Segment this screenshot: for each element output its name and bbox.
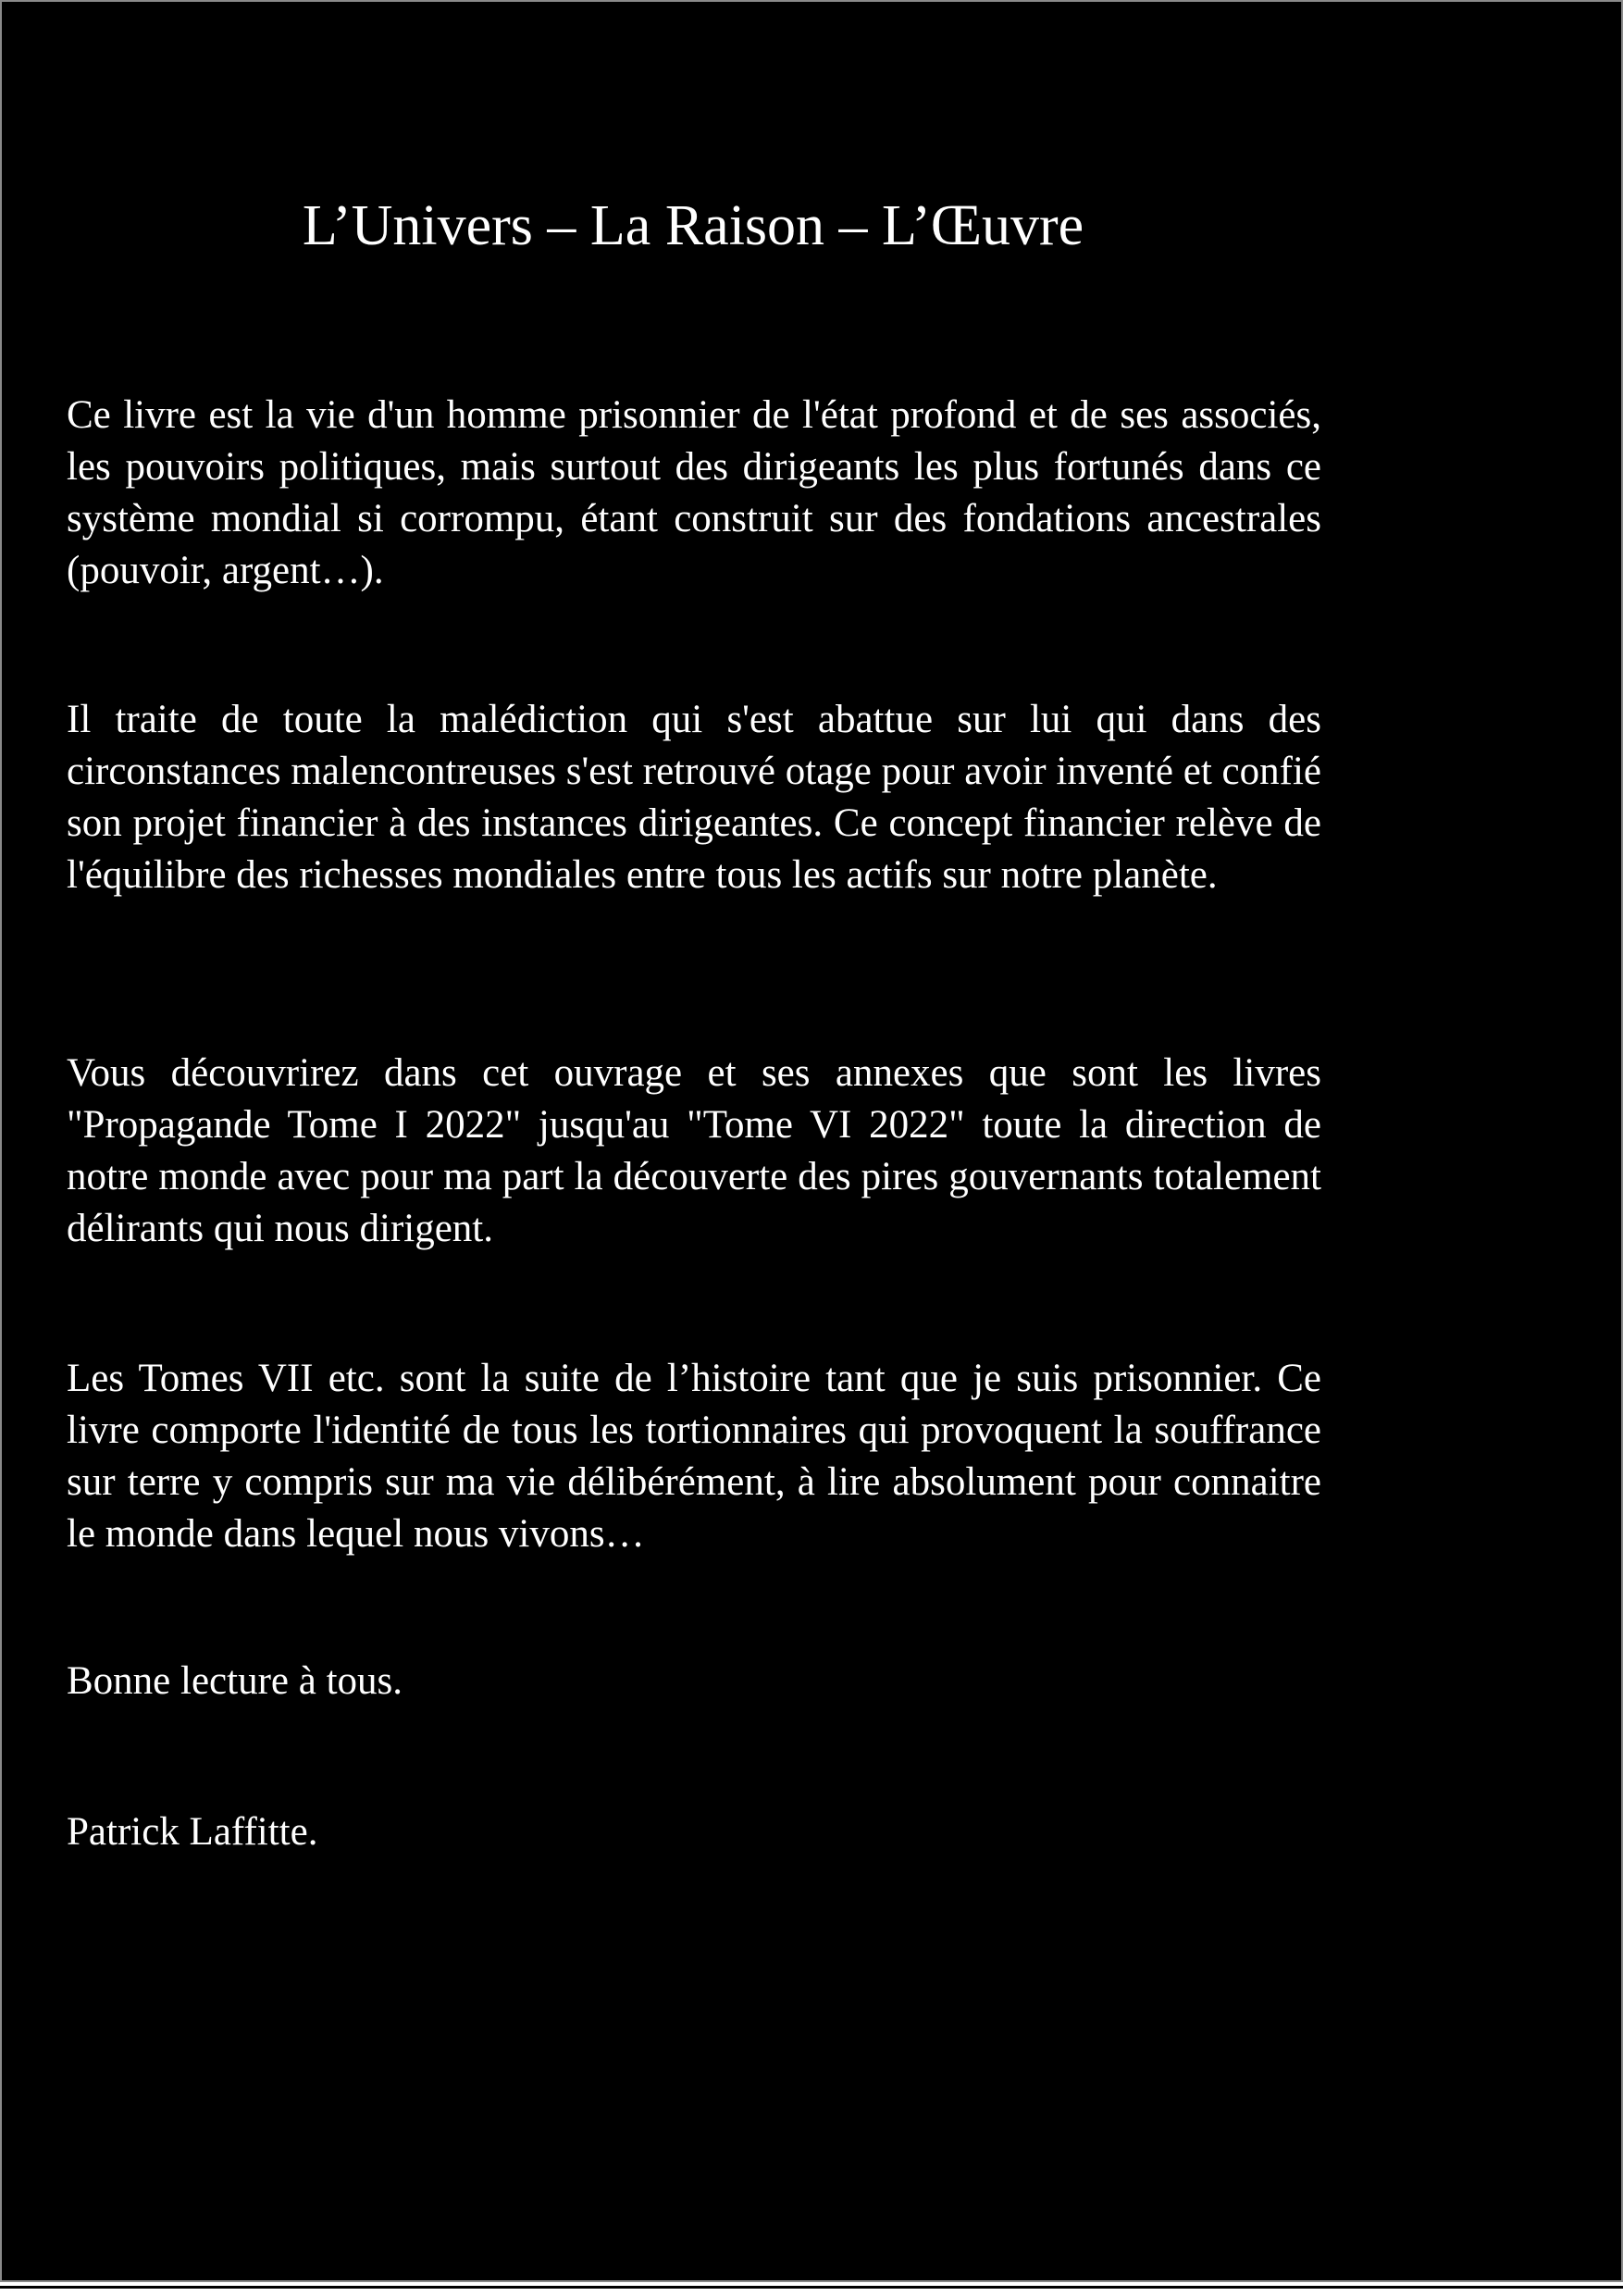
paragraph-sequels: Les Tomes VII etc. sont la suite de l’histoire tant que je suis prisonnier. Ce livre comporte l'identité de tous les tortionnaires qui provoquent la souffrance sur terre y compris sur ma vie délibérément, à lire absolument pour connaitre le monde dans lequel nous vivons… [67, 1357, 1321, 1556]
author-signature: Patrick Laffitte. [67, 1810, 318, 1854]
paragraph-annexes: Vous découvrirez dans cet ouvrage et ses annexes que sont les livres "Propagande Tome I 2022" jusqu'au "Tome VI 2022" toute la direction de notre monde avec pour ma part la découverte des pires gouvernants totalement délirants qui nous dirigent. [67, 1051, 1321, 1250]
book-title: L’Univers – La Raison – L’Œuvre [302, 194, 1084, 257]
closing-greeting: Bonne lecture à tous. [67, 1659, 403, 1703]
paragraph-intro: Ce livre est la vie d'un homme prisonnier de l'état profond et de ses associés, les pouvoirs politiques, mais surtout des dirigeants les plus fortunés dans ce système mondial si corrompu, étant construit sur des fondations ancestrales (pouvoir, argent…). [67, 393, 1321, 592]
page-bottom-divider [0, 2286, 1623, 2289]
paragraph-curse: Il traite de toute la malédiction qui s'est abattue sur lui qui dans des circonstances malencontreuses s'est retrouvé otage pour avoir inventé et confié son projet financier à des instances dirigeantes. Ce concept financier relève de l'équilibre des richesses mondiales entre tous les actifs sur notre planète. [67, 698, 1321, 897]
